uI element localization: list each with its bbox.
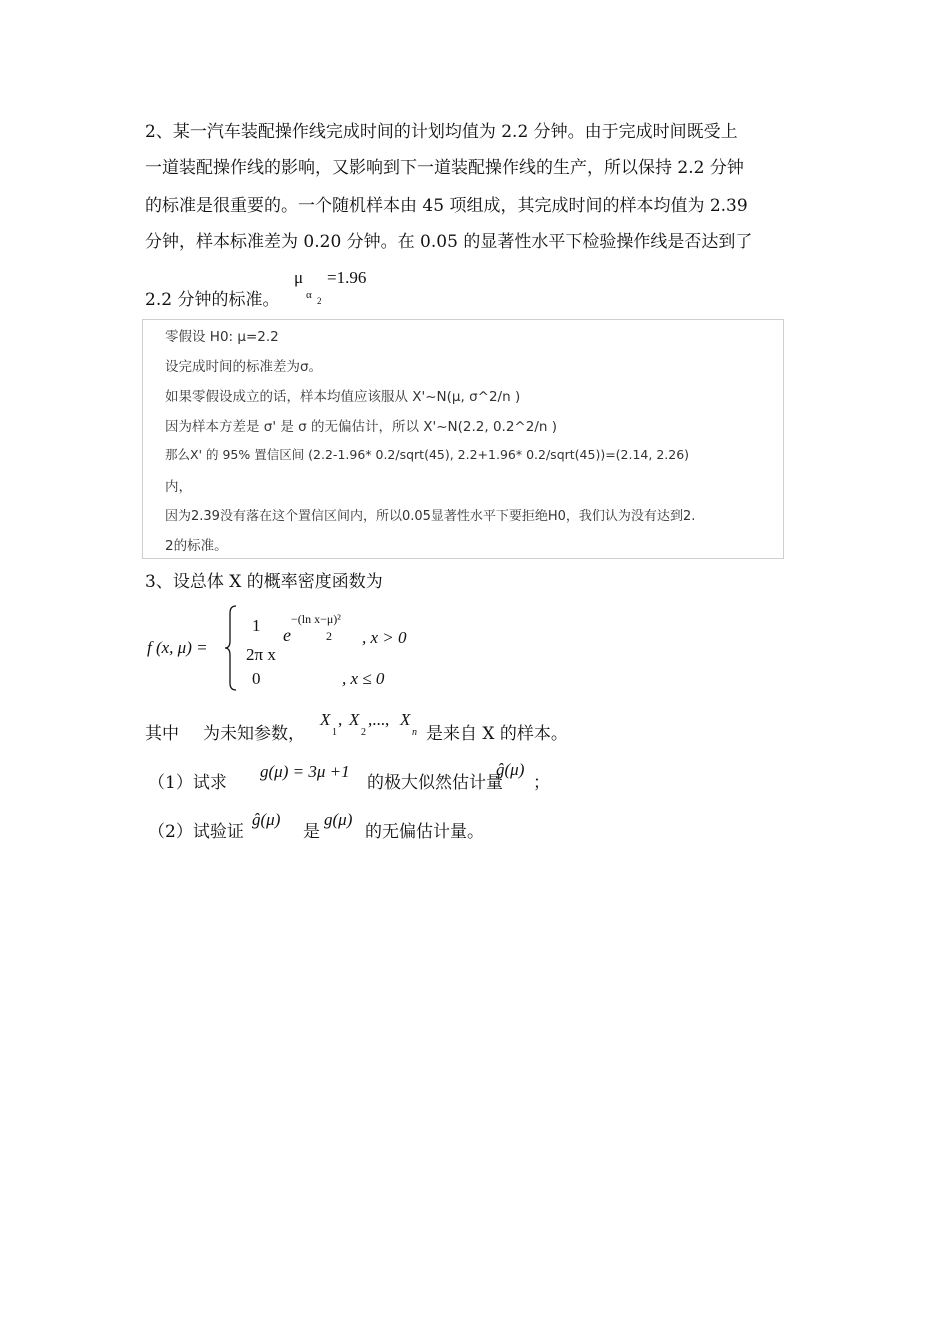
sample-sub-n: n xyxy=(412,727,417,738)
problem2-line-4: 分钟，样本标准差为 0.20 分钟。在 0.05 的显著性水平下检验操作线是否达到了 xyxy=(145,232,753,252)
alpha-subscript: α xyxy=(306,289,312,301)
answer-line-4: 因为样本方差是 σ' 是 σ 的无偏估计，所以 X'~N(2.2, 0.2^2/n ) xyxy=(165,419,558,435)
answer-line-6: 内， xyxy=(165,479,192,495)
sample-sub-2: 2 xyxy=(361,727,366,738)
answer-line-1: 零假设 H0: μ=2.2 xyxy=(165,329,279,345)
sample-sub-1: 1 xyxy=(332,727,337,738)
numerator-one: 1 xyxy=(252,616,261,635)
question1-mid: 的极大似然估计量 xyxy=(367,773,503,793)
sample-xn: X xyxy=(400,710,411,729)
where-suffix: 是来自 X 的样本。 xyxy=(426,724,568,744)
density-function-lhs: f (x, μ) = xyxy=(147,638,208,657)
question2-prefix: （2）试验证 xyxy=(148,822,244,842)
problem2-line-2: 一道装配操作线的影响，又影响到下一道装配操作线的生产，所以保持 2.2 分钟 xyxy=(145,158,744,178)
condition-positive: , x > 0 xyxy=(362,628,407,647)
sample-sep: , xyxy=(338,710,343,729)
answer-line-5: 那么X' 的 95% 置信区间 (2.2-1.96* 0.2/sqrt(45), 2.2+1.96* 0.2/sqrt(45))=(2.14, 2.26) xyxy=(165,447,690,462)
sample-x1: X xyxy=(320,710,331,729)
g-mu: g(μ) xyxy=(324,810,353,829)
question2-suffix: 的无偏估计量。 xyxy=(365,822,484,842)
problem2-line-3: 的标准是很重要的。一个随机样本由 45 项组成，其完成时间的样本均值为 2.39 xyxy=(145,196,748,216)
sample-x2: X xyxy=(349,710,360,729)
answer-box xyxy=(142,319,784,559)
answer-line-2: 设完成时间的标准差为σ。 xyxy=(165,359,323,375)
question2-mid: 是 xyxy=(303,822,320,842)
problem2-line-1: 2、某一汽车装配操作线完成时间的计划均值为 2.2 分钟。由于完成时间既受上 xyxy=(145,122,738,142)
exponent-denominator: 2 xyxy=(326,629,332,643)
question1-prefix: （1）试求 xyxy=(148,773,227,793)
exponential-e: e xyxy=(283,625,291,645)
answer-line-7: 因为2.39没有落在这个置信区间内，所以0.05显著性水平下要拒绝H0，我们认为没有达到2. xyxy=(165,509,696,524)
left-brace-icon xyxy=(224,605,238,691)
critical-value: =1.96 xyxy=(327,268,367,287)
denominator-2pi-x: 2π x xyxy=(246,645,276,664)
mu-symbol: μ xyxy=(294,268,304,287)
g-hat-1: ĝ(μ) xyxy=(496,760,525,779)
where-mid-text: 为未知参数， xyxy=(203,724,305,744)
zero-value: 0 xyxy=(252,669,261,688)
problem2-line-5: 2.2 分钟的标准。 xyxy=(145,290,280,310)
two-subscript: 2 xyxy=(317,296,322,306)
problem3-intro: 3、设总体 X 的概率密度函数为 xyxy=(145,572,383,592)
answer-line-8: 2的标准。 xyxy=(165,538,228,554)
condition-nonpositive: , x ≤ 0 xyxy=(342,669,385,688)
question1-end: ； xyxy=(533,773,550,793)
sample-dots: ,..., xyxy=(368,710,390,729)
answer-line-3: 如果零假设成立的话，样本均值应该服从 X'~N(μ, σ^2/n ) xyxy=(165,389,521,405)
where-prefix: 其中 xyxy=(145,724,179,744)
g-hat-2: ĝ(μ) xyxy=(252,810,281,829)
question1-expression: g(μ) = 3μ +1 xyxy=(260,762,350,781)
exponent-numerator: −(ln x−μ)² xyxy=(291,612,341,626)
